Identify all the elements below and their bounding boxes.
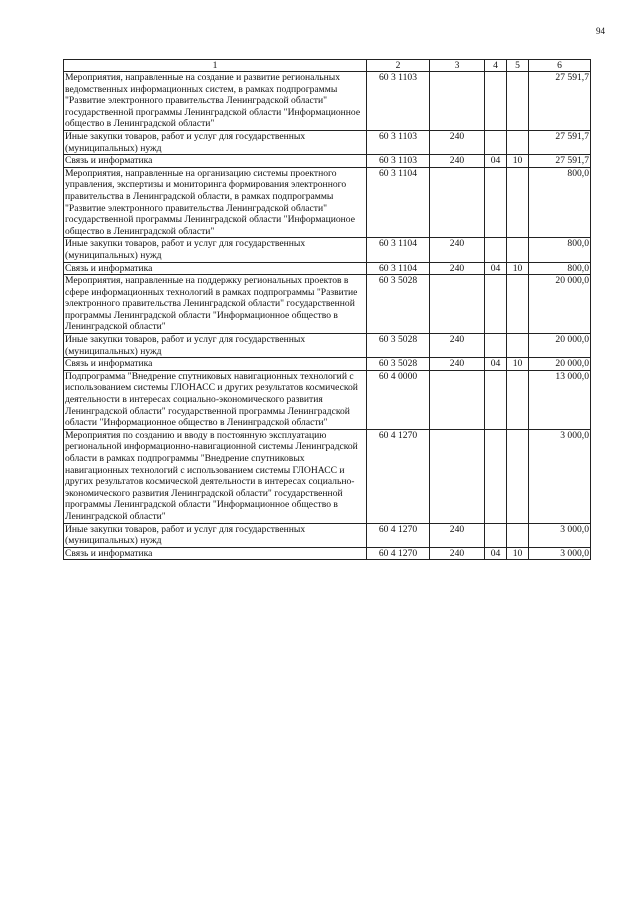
row-section <box>485 130 507 154</box>
row-subsection: 10 <box>507 547 529 560</box>
table-row <box>64 429 591 523</box>
row-name: Связь и информатика <box>64 262 367 275</box>
row-subsection <box>507 429 529 523</box>
row-expense-type: 240 <box>430 523 485 547</box>
header-col-5: 5 <box>507 60 529 72</box>
row-code: 60 3 5028 <box>367 358 430 371</box>
table-row <box>64 72 591 131</box>
row-expense-type <box>430 370 485 429</box>
table-row <box>64 358 591 371</box>
row-expense-type <box>430 167 485 238</box>
row-code: 60 3 1104 <box>367 262 430 275</box>
row-expense-type: 240 <box>430 358 485 371</box>
row-code: 60 3 5028 <box>367 275 430 334</box>
row-expense-type: 240 <box>430 547 485 560</box>
row-name: Иные закупки товаров, работ и услуг для государственных (муниципальных) нужд <box>64 523 367 547</box>
row-amount: 20 000,0 <box>529 275 591 334</box>
table-row <box>64 130 591 154</box>
row-code: 60 3 1103 <box>367 155 430 168</box>
table-row <box>64 370 591 429</box>
table-row <box>64 275 591 334</box>
row-name: Мероприятия, направленные на организацию системы проектного управления, экспертизы и мониторинга формирования электронного правительства в Ленинградской области, в рамках подпрограммы "Развитие электронного правительства Ленинградской области" государственной программы Ленинградской области "Информационое общество в Ленинградской области" <box>64 167 367 238</box>
row-name: Иные закупки товаров, работ и услуг для государственных (муниципальных) нужд <box>64 334 367 358</box>
row-section <box>485 275 507 334</box>
row-code: 60 4 1270 <box>367 547 430 560</box>
row-subsection <box>507 370 529 429</box>
row-expense-type: 240 <box>430 334 485 358</box>
row-subsection <box>507 334 529 358</box>
budget-table <box>63 59 591 560</box>
row-section: 04 <box>485 547 507 560</box>
header-row <box>64 60 591 72</box>
table-row <box>64 547 591 560</box>
row-expense-type: 240 <box>430 238 485 262</box>
row-amount: 20 000,0 <box>529 334 591 358</box>
row-section: 04 <box>485 358 507 371</box>
row-code: 60 3 5028 <box>367 334 430 358</box>
row-code: 60 4 1270 <box>367 429 430 523</box>
row-code: 60 3 1103 <box>367 72 430 131</box>
page-number: 94 <box>596 26 605 36</box>
row-subsection <box>507 130 529 154</box>
row-section <box>485 72 507 131</box>
row-amount: 27 591,7 <box>529 72 591 131</box>
row-name: Связь и информатика <box>64 547 367 560</box>
table-row <box>64 262 591 275</box>
row-section <box>485 167 507 238</box>
table-row <box>64 167 591 238</box>
table-row <box>64 238 591 262</box>
row-expense-type: 240 <box>430 155 485 168</box>
row-expense-type <box>430 72 485 131</box>
row-subsection <box>507 72 529 131</box>
row-subsection <box>507 523 529 547</box>
row-subsection: 10 <box>507 358 529 371</box>
row-section <box>485 429 507 523</box>
row-code: 60 4 0000 <box>367 370 430 429</box>
row-name: Мероприятия, направленные на создание и развитие региональных ведомственных информационных систем, в рамках подпрограммы "Развитие электронного правительства Ленинградской области" государственной программы Ленинградской области "Информационное общество в Ленинградской области" <box>64 72 367 131</box>
header-col-3: 3 <box>430 60 485 72</box>
row-name: Мероприятия по созданию и вводу в постоянную эксплуатацию региональной информационно-навигационной системы Ленинградской области в рамках подпрограммы "Внедрение спутниковых навигационных технологий с использованием системы ГЛОНАСС и других результатов космической деятельности в интересах социально-экономического развития Ленинградской области" государственной программы Ленинградской области "Информационное общество в Ленинградской области" <box>64 429 367 523</box>
header-col-1: 1 <box>64 60 367 72</box>
row-amount: 13 000,0 <box>529 370 591 429</box>
row-subsection <box>507 238 529 262</box>
row-subsection <box>507 275 529 334</box>
row-amount: 3 000,0 <box>529 523 591 547</box>
row-subsection: 10 <box>507 155 529 168</box>
row-name: Иные закупки товаров, работ и услуг для государственных (муниципальных) нужд <box>64 130 367 154</box>
row-name: Иные закупки товаров, работ и услуг для государственных (муниципальных) нужд <box>64 238 367 262</box>
row-code: 60 3 1104 <box>367 238 430 262</box>
row-name: Подпрограмма "Внедрение спутниковых навигационных технологий с использованием системы ГЛОНАСС и других результатов космической деятельности в интересах социально-экономического развития Ленинградской области" государственной программы Ленинградской области "Информационное общество в Ленинградской области" <box>64 370 367 429</box>
row-subsection <box>507 167 529 238</box>
table-row <box>64 155 591 168</box>
row-amount: 3 000,0 <box>529 547 591 560</box>
row-section: 04 <box>485 155 507 168</box>
row-name: Связь и информатика <box>64 155 367 168</box>
row-expense-type: 240 <box>430 262 485 275</box>
row-section <box>485 238 507 262</box>
row-amount: 3 000,0 <box>529 429 591 523</box>
row-amount: 800,0 <box>529 238 591 262</box>
row-code: 60 4 1270 <box>367 523 430 547</box>
row-name: Мероприятия, направленные на поддержку региональных проектов в сфере информационных технологий в рамках подпрограммы "Развитие электронного правительства Ленинградской области" государственной программы Ленинградской области "Информационное общество в Ленинградской области" <box>64 275 367 334</box>
row-expense-type <box>430 429 485 523</box>
row-subsection: 10 <box>507 262 529 275</box>
row-code: 60 3 1104 <box>367 167 430 238</box>
row-amount: 800,0 <box>529 262 591 275</box>
row-section <box>485 370 507 429</box>
row-name: Связь и информатика <box>64 358 367 371</box>
row-expense-type <box>430 275 485 334</box>
row-amount: 800,0 <box>529 167 591 238</box>
row-section: 04 <box>485 262 507 275</box>
header-col-6: 6 <box>529 60 591 72</box>
row-amount: 27 591,7 <box>529 130 591 154</box>
row-code: 60 3 1103 <box>367 130 430 154</box>
row-amount: 27 591,7 <box>529 155 591 168</box>
row-section <box>485 523 507 547</box>
table-row <box>64 334 591 358</box>
row-section <box>485 334 507 358</box>
row-expense-type: 240 <box>430 130 485 154</box>
table-row <box>64 523 591 547</box>
header-col-2: 2 <box>367 60 430 72</box>
header-col-4: 4 <box>485 60 507 72</box>
row-amount: 20 000,0 <box>529 358 591 371</box>
